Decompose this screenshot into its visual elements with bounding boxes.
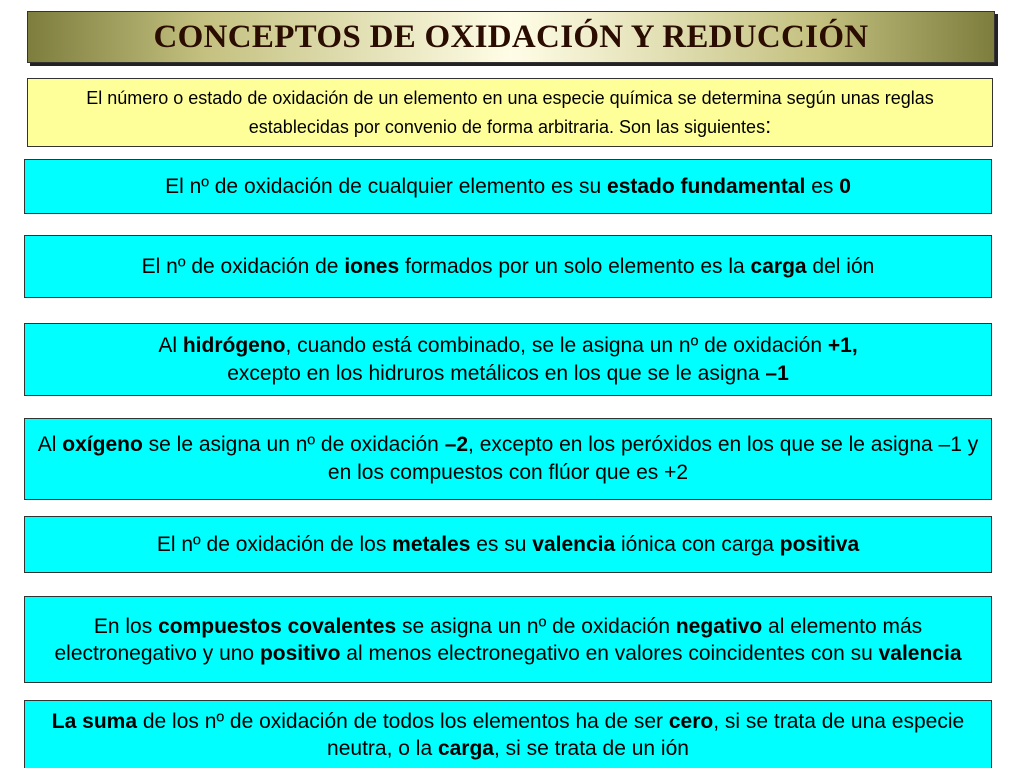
rule-6-seg-7: valencia: [878, 641, 962, 665]
rule-5-seg-4: iónica con carga: [615, 532, 780, 556]
rule-3-seg-3: +1,: [827, 333, 858, 357]
rule-4-seg-2: se le asigna un nº de oxidación: [142, 433, 445, 456]
page-title: CONCEPTOS DE OXIDACIÓN Y REDUCCIÓN: [153, 18, 869, 55]
rule-box-3: [24, 323, 992, 396]
rule-6-seg-2: se asigna un nº de oxidación: [396, 614, 676, 638]
rule-7-seg-0: La suma: [51, 709, 137, 733]
rule-4-seg-3: –2: [444, 433, 469, 456]
rule-4-seg-1: oxígeno: [62, 433, 143, 456]
rule-1-seg-3: 0: [839, 174, 851, 198]
rule-7-seg-4: carga: [437, 736, 494, 760]
rule-5-seg-0: El nº de oxidación de los: [156, 532, 393, 556]
rule-5-seg-1: metales: [392, 532, 471, 556]
rule-7-seg-1: de los nº de oxidación de todos los elementos ha de ser: [137, 709, 669, 733]
rule-5-seg-5: positiva: [779, 532, 860, 556]
rule-box-4: [24, 418, 992, 500]
rule-2-seg-4: del ión: [806, 254, 875, 278]
rule-5-seg-2: es su: [470, 532, 533, 556]
rule-6-seg-3: negativo: [675, 614, 763, 638]
rule-3-seg-2: , cuando está combinado, se le asigna un nº de oxidación: [285, 333, 828, 357]
rule-6-seg-5: positivo: [259, 641, 341, 665]
rule-7-seg-2: cero: [668, 709, 714, 733]
rule-1-seg-1: estado fundamental: [607, 174, 806, 198]
intro-text: [34, 85, 986, 141]
rule-3-seg-0: Al: [158, 333, 183, 357]
rule-3-seg-1: hidrógeno: [182, 333, 286, 357]
rule-1-seg-2: es: [805, 174, 840, 198]
intro-text-main: El número o estado de oxidación de un elemento en una especie química se determina según unas reglas establecidas por convenio de forma arbitraria. Son las siguientes: [86, 87, 934, 137]
rule-box-5: [24, 516, 992, 573]
intro-colon: :: [765, 112, 772, 138]
rule-box-7: [24, 700, 992, 768]
rule-6-seg-1: compuestos covalentes: [158, 614, 397, 638]
rule-box-6: [24, 596, 992, 683]
rule-6-seg-6: al menos electronegativo en valores coincidentes con su: [340, 641, 879, 665]
rule-3-seg-4: excepto en los hidruros metálicos en los que se le asigna: [227, 361, 766, 385]
rule-3-seg-5: –1: [765, 361, 789, 385]
rule-2-seg-2: formados por un solo elemento es la: [399, 254, 751, 278]
rule-4-seg-0: Al: [37, 433, 63, 456]
rule-2-seg-0: El nº de oxidación de: [141, 254, 345, 278]
rule-box-1: [24, 159, 992, 214]
rule-7-seg-5: , si se trata de un ión: [494, 736, 689, 760]
rule-4-seg-4: , excepto en los peróxidos en los que se le asigna –1 y en los compuestos con flúor que es +2: [327, 433, 979, 484]
rule-box-2: [24, 235, 992, 298]
rule-5-seg-3: valencia: [532, 532, 616, 556]
title-banner: [27, 11, 995, 63]
rule-6-seg-0: En los: [93, 614, 159, 638]
intro-box: [27, 78, 993, 147]
rule-2-seg-3: carga: [750, 254, 807, 278]
rule-1-seg-0: El nº de oxidación de cualquier elemento es su: [165, 174, 608, 198]
rule-2-seg-1: iones: [344, 254, 400, 278]
rule-7-seg-3: , si se trata de una especie neutra, o la: [327, 709, 965, 760]
rule-6-seg-4: al elemento más electronegativo y uno: [54, 614, 923, 665]
